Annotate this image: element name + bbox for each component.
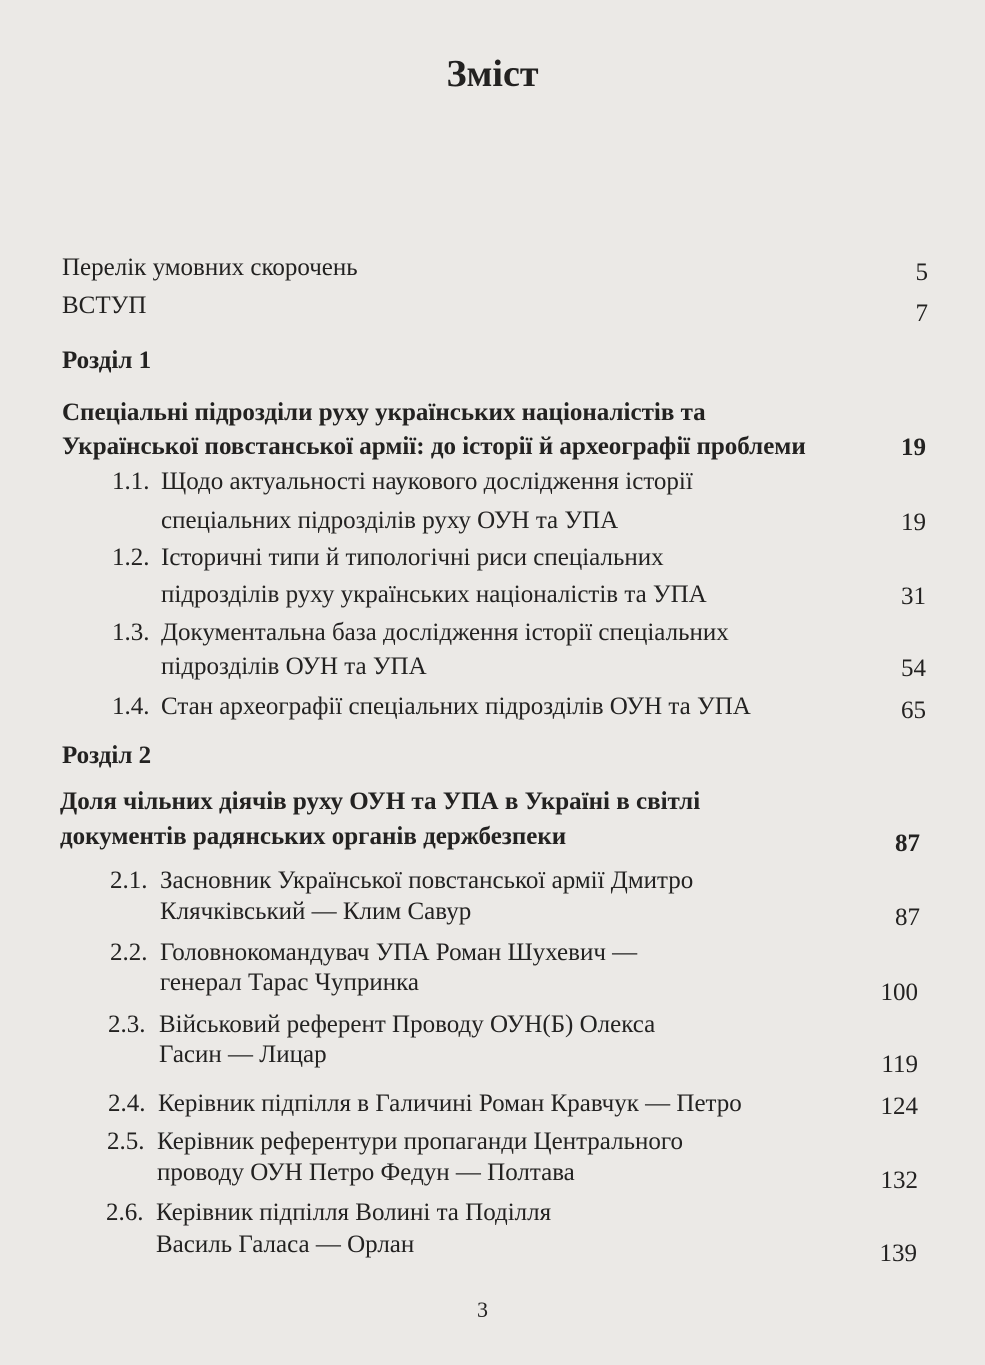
toc-item-2-4-line1: Керівник підпілля в Галичині Роман Кравчук — Петро — [158, 1090, 742, 1117]
toc-item-1-3-line1: Документальна база дослідження історії спеціальних — [161, 619, 729, 646]
toc-item-2-1-line1: Засновник Української повстанської армії Дмитро — [160, 867, 694, 894]
toc-item-2-6-number: 2.6. — [106, 1199, 144, 1226]
section-2-title-line1: Доля чільних діячів руху ОУН та УПА в Україні в світлі — [60, 788, 701, 815]
toc-entry-abbreviations-page: 5 — [915, 259, 928, 286]
toc-item-2-2-page: 100 — [880, 979, 918, 1006]
toc-item-1-2-number: 1.2. — [112, 544, 150, 571]
toc-item-1-4-line1: Стан археографії спеціальних підрозділів ОУН та УПА — [161, 693, 751, 720]
toc-item-1-4-number: 1.4. — [112, 693, 150, 720]
section-1-title-line1: Спеціальні підрозділи руху українських націоналістів та — [62, 399, 706, 426]
toc-item-1-1-page: 19 — [901, 509, 926, 536]
toc-item-2-1-number: 2.1. — [110, 867, 148, 894]
section-2-heading: Розділ 2 — [62, 742, 152, 769]
toc-item-1-1-line2: спеціальних підрозділів руху ОУН та УПА — [161, 507, 619, 534]
toc-item-1-1-line1: Щодо актуальності наукового дослідження історії — [161, 468, 693, 495]
toc-item-2-5-line1: Керівник референтури пропаганди Центрального — [157, 1128, 684, 1155]
toc-entry-abbreviations: Перелік умовних скорочень — [62, 254, 358, 281]
toc-item-1-3-page: 54 — [901, 655, 926, 682]
section-2-title-line2: документів радянських органів держбезпеки — [60, 823, 567, 850]
toc-item-1-2-line1: Історичні типи й типологічні риси спеціальних — [161, 544, 664, 571]
page-title: Зміст — [446, 53, 539, 95]
page-number: 3 — [477, 1297, 488, 1322]
toc-item-2-6-page: 139 — [879, 1240, 917, 1267]
toc-item-2-6-line2: Василь Галаса — Орлан — [156, 1231, 415, 1258]
toc-entry-intro-page: 7 — [915, 300, 928, 327]
toc-item-2-2-line1: Головнокомандувач УПА Роман Шухевич — — [160, 939, 638, 966]
toc-item-1-2-line2: підрозділів руху українських націоналістів та УПА — [161, 581, 707, 608]
toc-item-1-3-line2: підрозділів ОУН та УПА — [161, 653, 427, 680]
toc-entry-intro: ВСТУП — [62, 292, 147, 319]
toc-item-1-3-number: 1.3. — [112, 619, 150, 646]
toc-item-2-4-page: 124 — [880, 1093, 918, 1120]
toc-item-2-5-line2: проводу ОУН Петро Федун — Полтава — [157, 1159, 575, 1186]
toc-item-2-4-number: 2.4. — [108, 1090, 146, 1117]
toc-item-1-4-page: 65 — [901, 697, 926, 724]
toc-item-2-2-line2: генерал Тарас Чупринка — [160, 969, 419, 996]
toc-item-2-2-number: 2.2. — [110, 939, 148, 966]
toc-item-2-3-page: 119 — [881, 1051, 918, 1078]
toc-item-2-5-page: 132 — [880, 1167, 918, 1194]
toc-item-1-2-page: 31 — [901, 583, 926, 610]
section-1-page: 19 — [901, 434, 926, 461]
toc-item-2-3-line1: Військовий референт Проводу ОУН(Б) Олекса — [159, 1011, 656, 1038]
section-1-heading: Розділ 1 — [62, 347, 152, 374]
section-2-page: 87 — [895, 830, 920, 857]
toc-item-2-3-line2: Гасин — Лицар — [159, 1041, 327, 1068]
toc-item-2-1-line2: Клячківський — Клим Савур — [160, 898, 472, 925]
toc-item-2-3-number: 2.3. — [108, 1011, 146, 1038]
toc-item-2-1-page: 87 — [895, 904, 920, 931]
toc-item-2-5-number: 2.5. — [107, 1128, 145, 1155]
toc-item-1-1-number: 1.1. — [112, 468, 150, 495]
toc-item-2-6-line1: Керівник підпілля Волині та Поділля — [156, 1199, 552, 1226]
section-1-title-line2: Української повстанської армії: до історії й археографії проблеми — [62, 433, 806, 460]
